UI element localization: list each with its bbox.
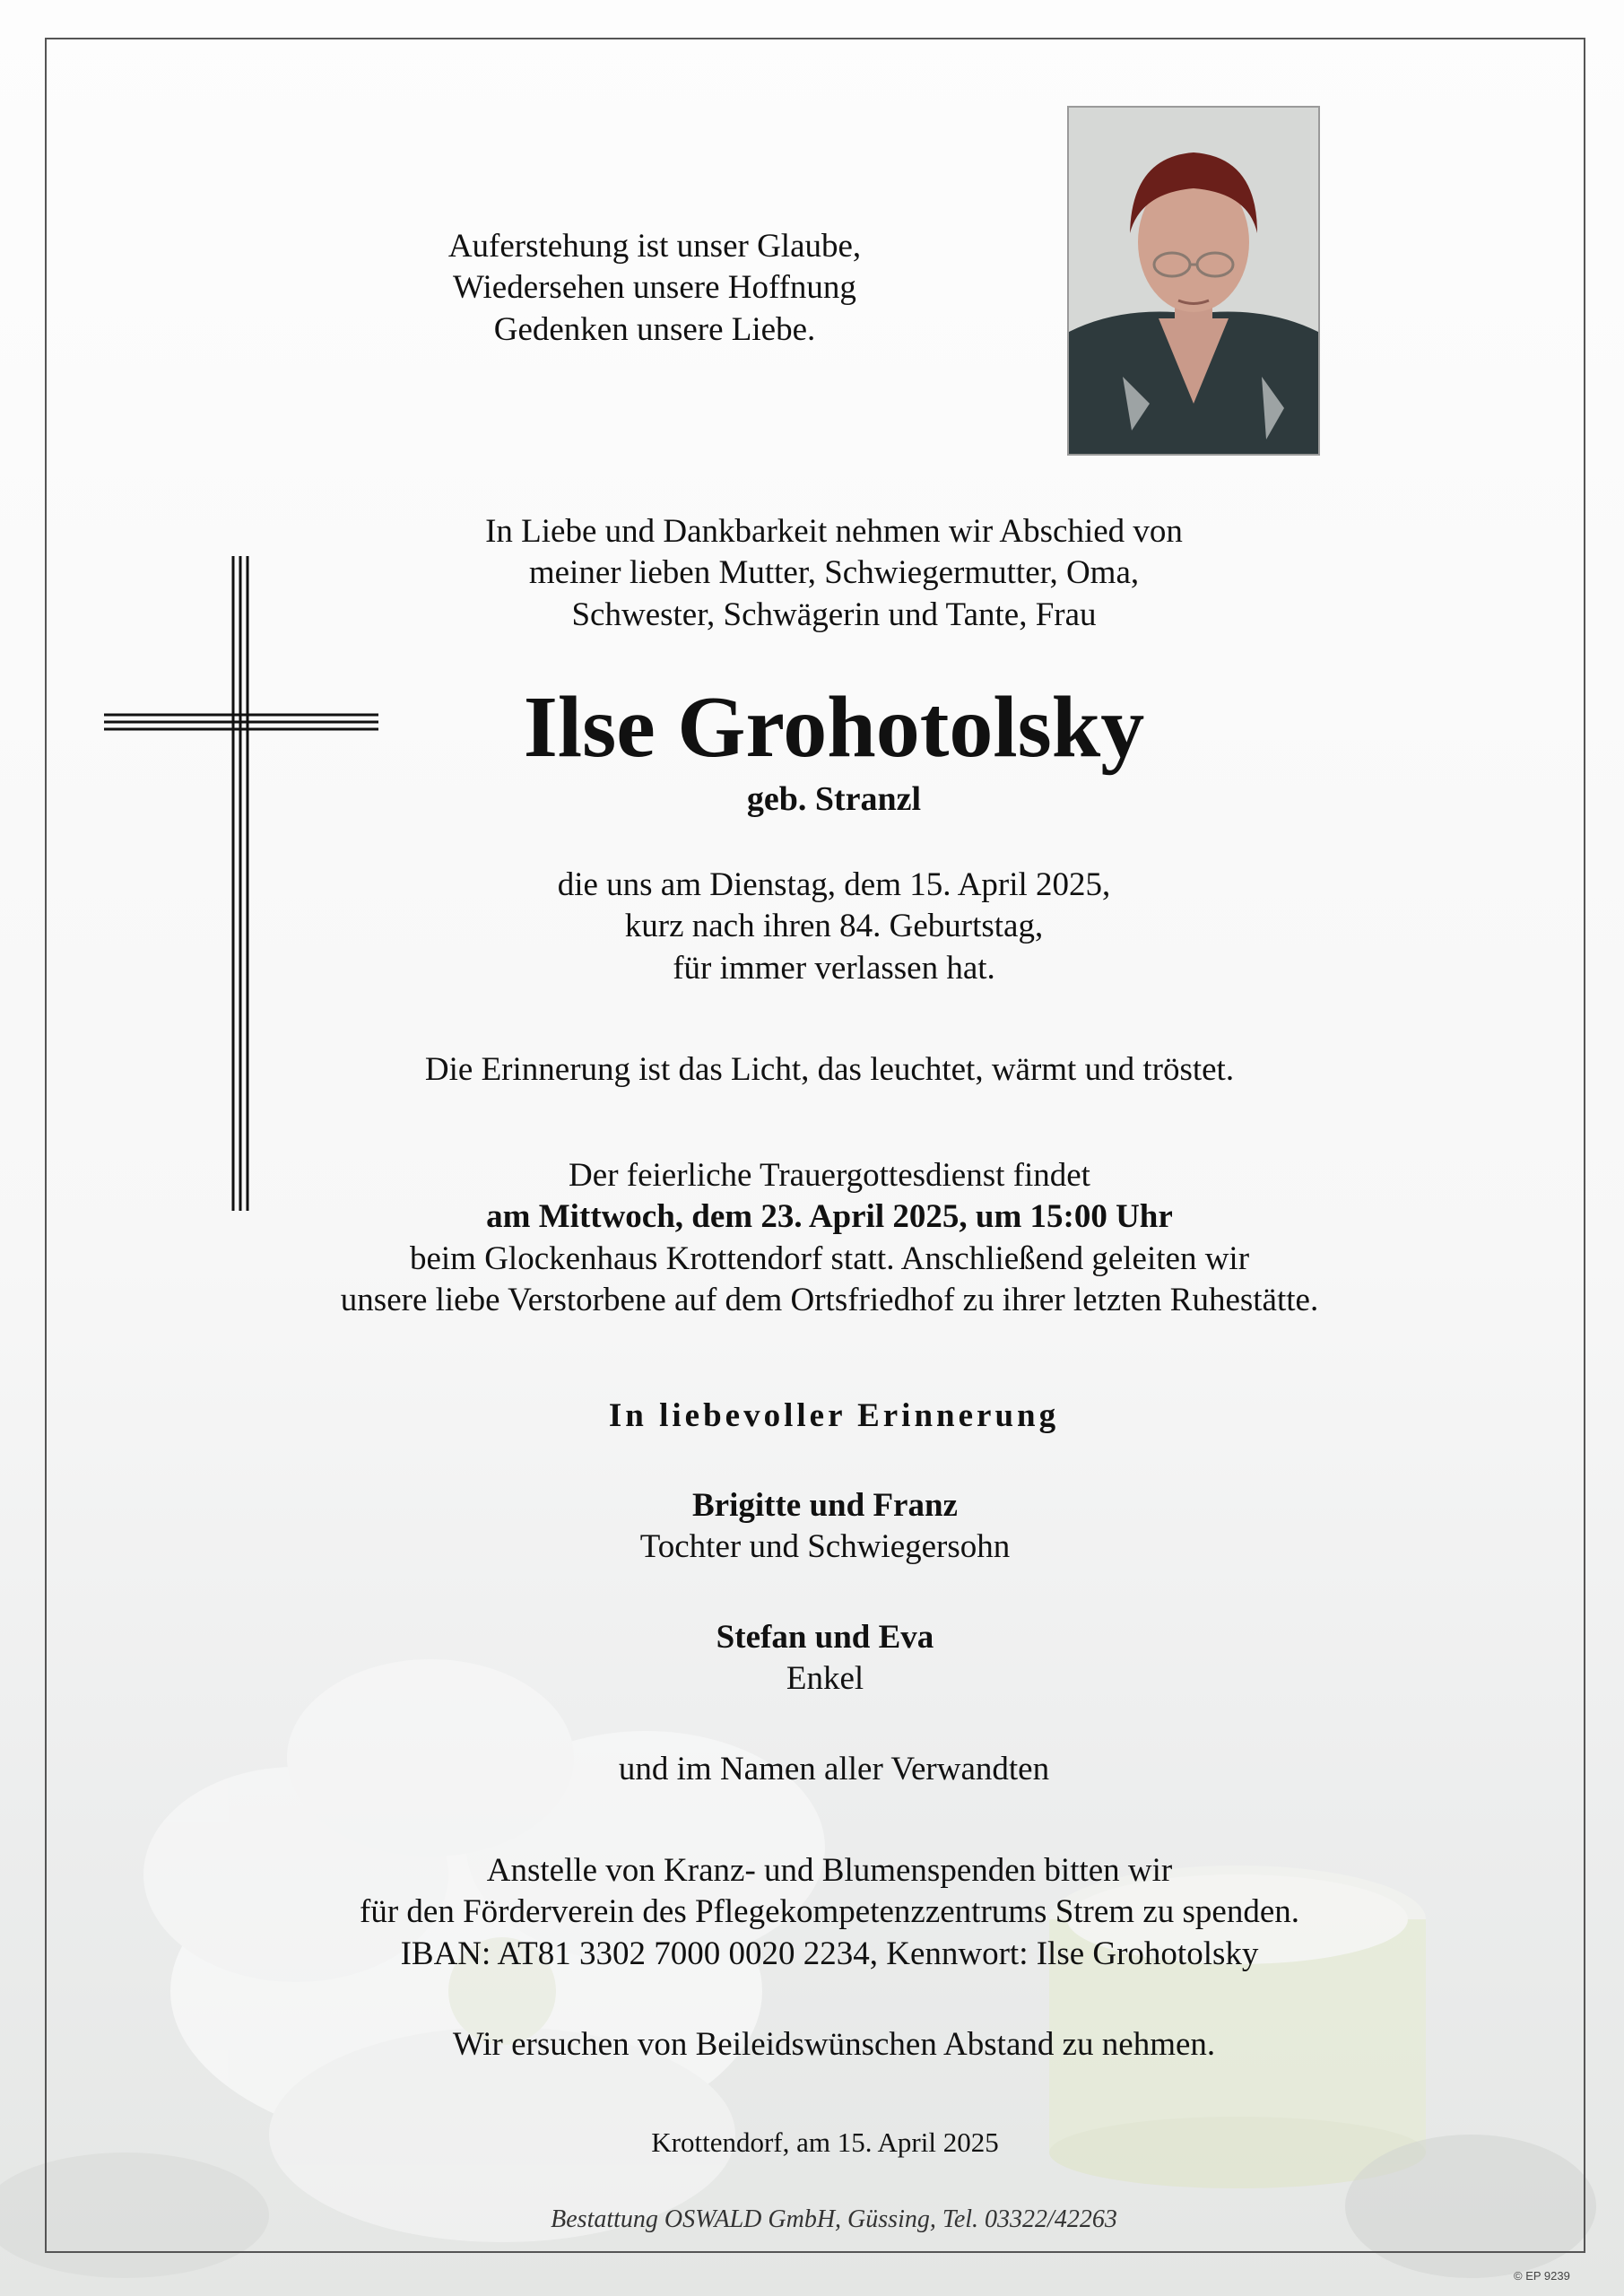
quote-line: Wiedersehen unsere Hoffnung (453, 269, 856, 307)
donation-block (179, 1850, 1480, 1975)
intro-line: Schwester, Schwägerin und Tante, Frau (571, 596, 1097, 633)
service-line: Der feierliche Trauergottesdienst findet (569, 1157, 1090, 1194)
intro-block (296, 511, 1372, 636)
portrait-photo (1067, 106, 1320, 456)
place-date: Krottendorf, am 15. April 2025 (651, 2126, 999, 2158)
family-relation: Tochter und Schwiegersohn (639, 1528, 1011, 1566)
relatives-line: und im Namen aller Verwandten (618, 1751, 1050, 1787)
undertaker-footer: Bestattung OSWALD GmbH, Güssing, Tel. 03322/42263 (551, 2205, 1117, 2233)
family-entry (430, 1485, 1220, 1569)
quote-line: Auferstehung ist unser Glaube, (447, 228, 862, 265)
maiden-name: geb. Stranzl (746, 780, 922, 818)
intro-line: meiner lieben Mutter, Schwiegermutter, Oma, (528, 554, 1140, 592)
print-code: © EP 9239 (1514, 2269, 1570, 2283)
family-relation: Enkel (786, 1660, 864, 1698)
service-line: beim Glockenhaus Krottendorf statt. Anschließend geleiten wir (409, 1239, 1250, 1277)
death-notice (296, 865, 1372, 989)
donation-line: Anstelle von Kranz- und Blumenspenden bitten wir (486, 1852, 1173, 1889)
service-info (179, 1155, 1480, 1321)
family-names: Stefan und Eva (716, 1619, 934, 1656)
donation-iban: IBAN: AT81 3302 7000 0020 2234, Kennwort: Ilse Grohotolsky (400, 1935, 1259, 1972)
family-names: Brigitte und Franz (692, 1487, 958, 1524)
service-line: unsere liebe Verstorbene auf dem Ortsfriedhof zu ihrer letzten Ruhestätte. (340, 1281, 1319, 1318)
death-line: kurz nach ihren 84. Geburtstag, (624, 908, 1044, 945)
donation-line: für den Förderverein des Pflegekompetenzzentrums Strem zu spenden. (360, 1893, 1299, 1931)
deceased-name: Ilse Grohotolsky (523, 679, 1145, 776)
intro-line: In Liebe und Dankbarkeit nehmen wir Abschied von (485, 513, 1183, 550)
death-line: für immer verlassen hat. (673, 949, 995, 987)
memory-heading: In liebevoller Erinnerung (608, 1397, 1060, 1434)
family-entry (430, 1617, 1220, 1700)
quote-line: Gedenken unsere Liebe. (493, 310, 816, 348)
condolences-note: Wir ersuchen von Beileidswünschen Abstand zu nehmen. (452, 2026, 1216, 2063)
death-line: die uns am Dienstag, dem 15. April 2025, (557, 866, 1111, 903)
motto: Die Erinnerung ist das Licht, das leuchtet, wärmt und tröstet. (424, 1051, 1235, 1088)
service-date: am Mittwoch, dem 23. April 2025, um 15:00 Uhr (486, 1198, 1173, 1236)
quote-block (359, 226, 951, 351)
